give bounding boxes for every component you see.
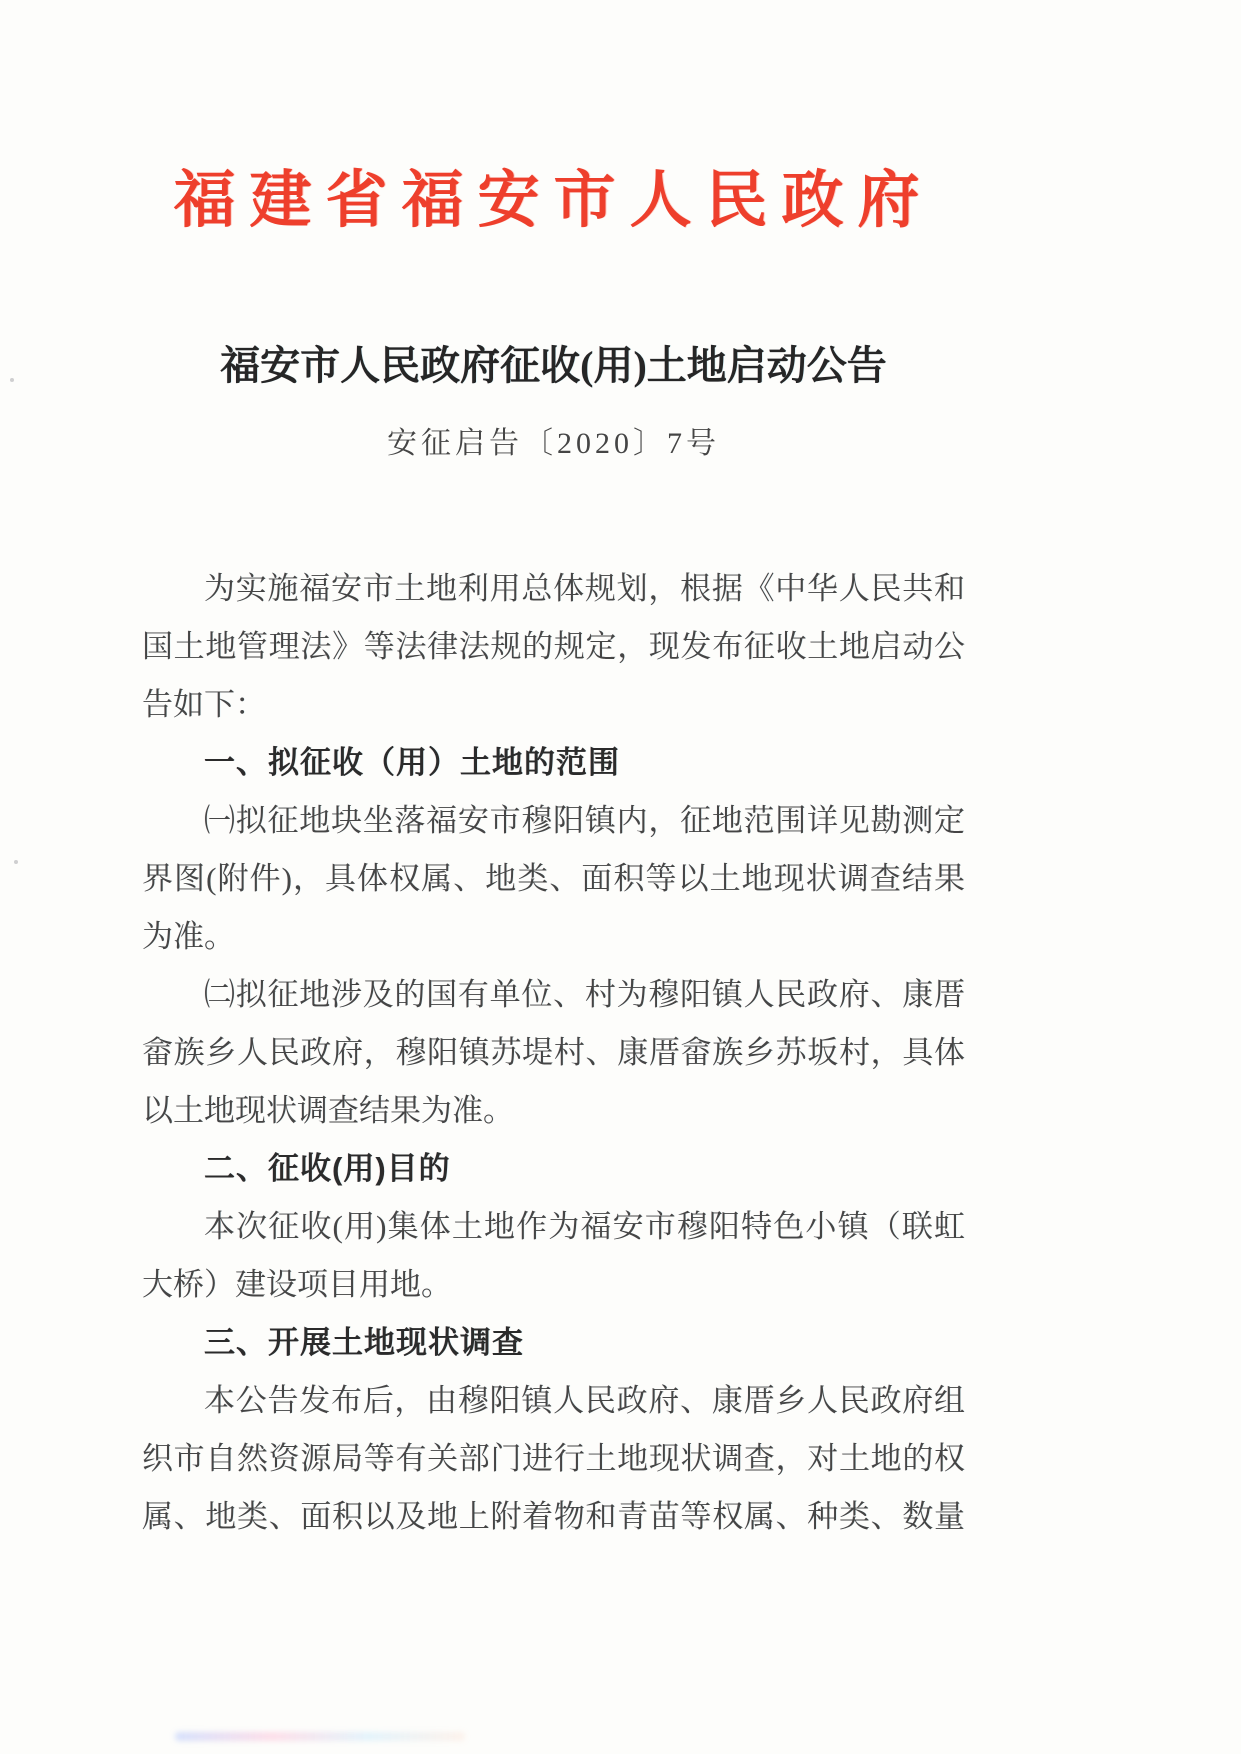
scan-artifact xyxy=(175,1732,465,1741)
body-line: 以土地现状调查结果为准。 xyxy=(142,1093,514,1128)
body-line: 为准。 xyxy=(142,919,235,954)
government-letterhead: 福建省福安市人民政府 xyxy=(173,167,934,235)
body-line: ㈡拟征地涉及的国有单位、村为穆阳镇人民政府、康厝 xyxy=(204,977,965,1012)
document-number: 安征启告〔2020〕7号 xyxy=(387,427,720,460)
document-title: 福安市人民政府征收(用)土地启动公告 xyxy=(220,343,887,388)
body-line: 畲族乡人民政府，穆阳镇苏堤村、康厝畲族乡苏坂村，具体 xyxy=(142,1035,965,1070)
section-heading-2: 二、征收(用)目的 xyxy=(204,1151,451,1186)
body-line: 本次征收(用)集体土地作为福安市穆阳特色小镇（联虹 xyxy=(204,1209,965,1244)
body-line: 国土地管理法》等法律法规的规定，现发布征收土地启动公 xyxy=(142,629,965,664)
body-line: 属、地类、面积以及地上附着物和青苗等权属、种类、数量 xyxy=(142,1499,965,1534)
section-heading-3: 三、开展土地现状调查 xyxy=(204,1325,524,1360)
body-line: 为实施福安市土地利用总体规划，根据《中华人民共和 xyxy=(204,571,965,606)
section-heading-1: 一、拟征收（用）土地的范围 xyxy=(204,745,620,780)
document-body xyxy=(142,560,965,1546)
body-line: 界图(附件)，具体权属、地类、面积等以土地现状调查结果 xyxy=(142,861,965,896)
body-line: ㈠拟征地块坐落福安市穆阳镇内，征地范围详见勘测定 xyxy=(204,803,965,838)
scan-speck xyxy=(14,860,18,864)
body-line: 本公告发布后，由穆阳镇人民政府、康厝乡人民政府组 xyxy=(204,1383,965,1418)
body-line: 告如下： xyxy=(142,687,266,722)
body-line: 大桥）建设项目用地。 xyxy=(142,1267,452,1302)
body-line: 织市自然资源局等有关部门进行土地现状调查，对土地的权 xyxy=(142,1441,965,1476)
scan-speck xyxy=(10,378,14,382)
